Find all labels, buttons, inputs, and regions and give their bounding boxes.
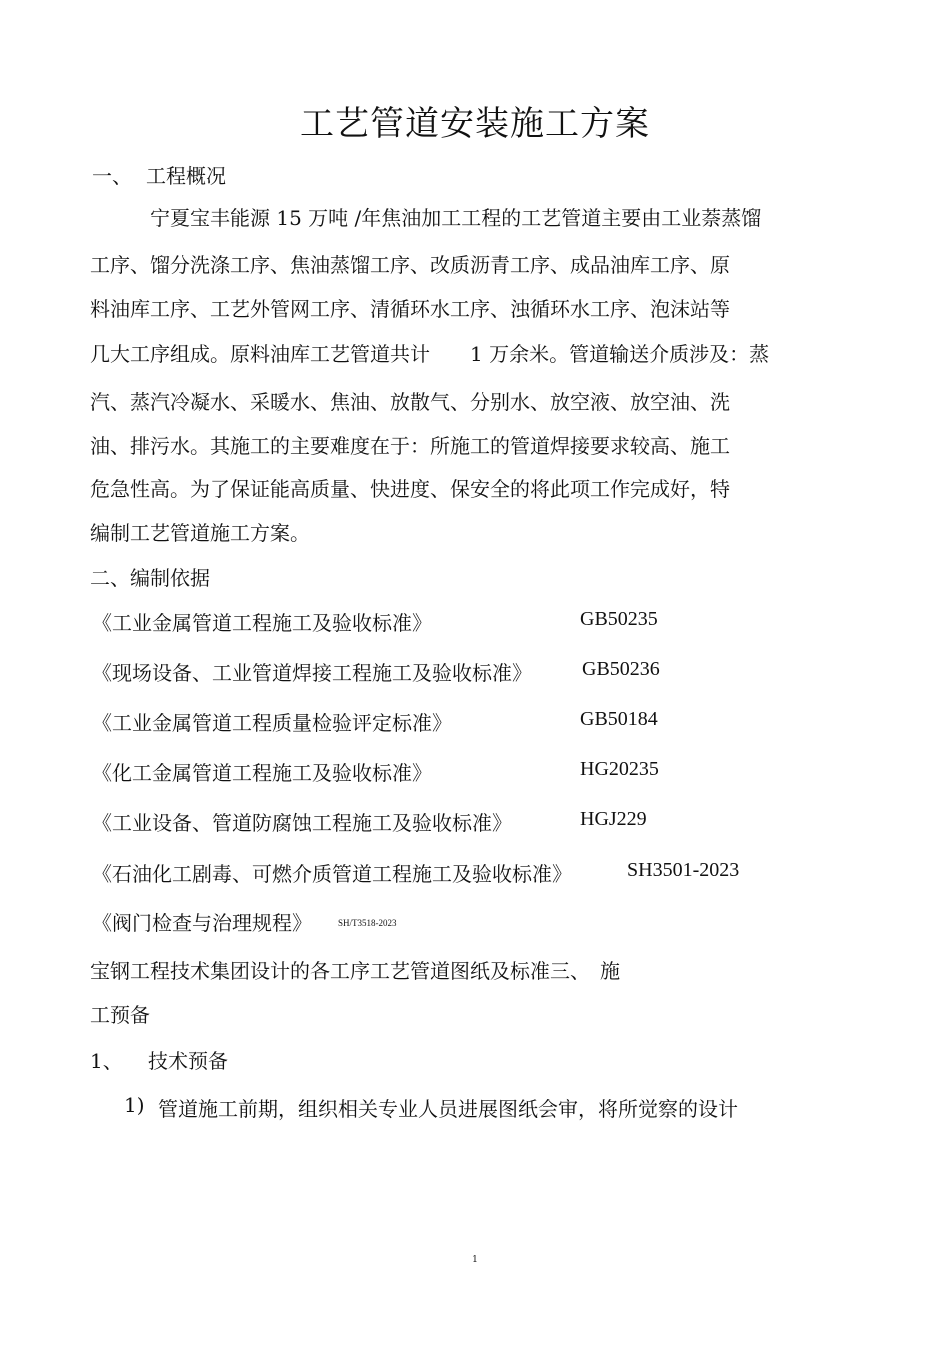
standard-title: 《化工金属管道工程施工及验收标准》 xyxy=(92,761,432,785)
paragraph-line: 工预备 xyxy=(90,1003,150,1027)
standard-title: 《现场设备、工业管道焊接工程施工及验收标准》 xyxy=(92,661,532,685)
paragraph-line: 编制工艺管道施工方案。 xyxy=(90,521,310,545)
paragraph-line: 宁夏宝丰能源 15 万吨 /年焦油加工工程的工艺管道主要由工业萘蒸馏 xyxy=(150,206,762,230)
section-2-heading: 二、编制依据 xyxy=(90,566,210,590)
standard-title: 《石油化工剧毒、可燃介质管道工程施工及验收标准》 xyxy=(92,862,572,886)
paragraph-line: 汽、蒸汽冷凝水、采暖水、焦油、放散气、分别水、放空液、放空油、洗 xyxy=(90,390,730,414)
standard-code: GB50236 xyxy=(582,658,660,680)
page-title: 工艺管道安装施工方案 xyxy=(300,104,650,144)
standard-title: 《工业设备、管道防腐蚀工程施工及验收标准》 xyxy=(92,811,512,835)
section-1-heading: 工程概况 xyxy=(146,164,226,188)
paragraph-line: 料油库工序、工艺外管网工序、清循环水工序、浊循环水工序、泡沫站等 xyxy=(90,297,730,321)
subsection-heading: 技术预备 xyxy=(148,1049,228,1073)
subsection-number: 1、 xyxy=(90,1049,123,1073)
standard-code: SH/T3518-2023 xyxy=(338,918,397,928)
standard-code: GB50184 xyxy=(580,708,658,730)
list-item-text: 管道施工前期，组织相关专业人员进展图纸会审，将所觉察的设计 xyxy=(158,1097,738,1121)
standard-title: 《工业金属管道工程施工及验收标准》 xyxy=(92,611,432,635)
paragraph-line: 危急性高。为了保证能高质量、快进度、保安全的将此项工作完成好，特 xyxy=(90,477,730,501)
standard-code: HGJ229 xyxy=(580,808,647,830)
standard-title: 《阀门检查与治理规程》 xyxy=(92,911,312,935)
standard-code: HG20235 xyxy=(580,758,659,780)
paragraph-line: 宝钢工程技术集团设计的各工序工艺管道图纸及标准三、 施 xyxy=(90,959,620,983)
standard-code: GB50235 xyxy=(580,608,658,630)
standard-code: SH3501-2023 xyxy=(627,859,740,881)
paragraph-line: 油、排污水。其施工的主要难度在于：所施工的管道焊接要求较高、施工 xyxy=(90,434,730,458)
paragraph-line: 工序、馏分洗涤工序、焦油蒸馏工序、改质沥青工序、成品油库工序、原 xyxy=(90,253,730,277)
paragraph-line: 几大工序组成。原料油库工艺管道共计 1 万余米。管道输送介质涉及：蒸 xyxy=(90,342,770,366)
list-item-number: 1) xyxy=(124,1093,145,1117)
page-number: 1 xyxy=(472,1255,478,1265)
section-1-heading-number: 一、 xyxy=(92,164,132,188)
standard-title: 《工业金属管道工程质量检验评定标准》 xyxy=(92,711,452,735)
